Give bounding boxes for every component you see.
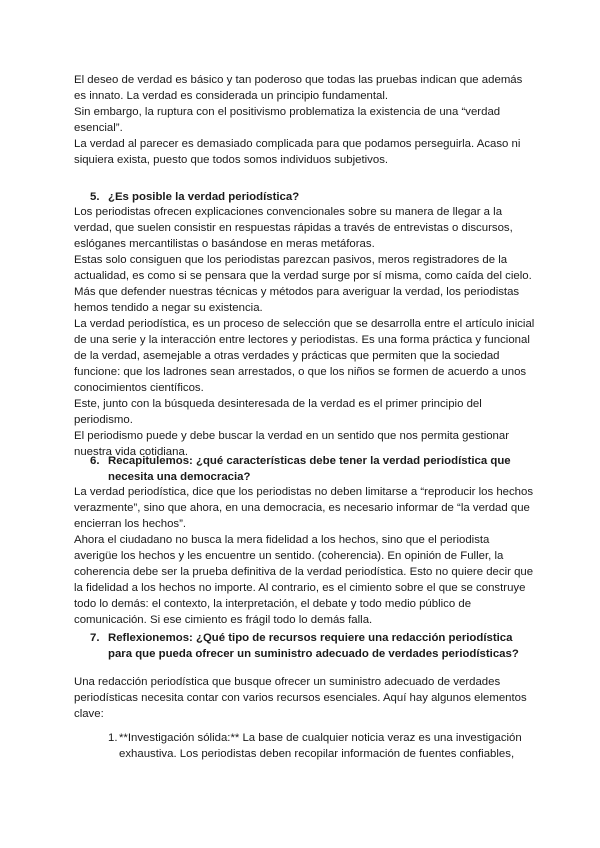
section-6-heading	[74, 453, 536, 485]
body-paragraph: Ahora el ciudadano no busca la mera fidelidad a los hechos, sino que el periodista averigüe los hechos y les encuentre un sentido. (coherencia). En opinión de Fuller, la coherencia debe ser la prueba definitiva de la verdad periodística. Esto no quiere decir que la fidelidad a los hechos no importe. Al contrario, es el cimiento sobre el que se construye todo lo demás: el contexto, la interpretación, el debate y todo medio público de comunicación. Si ese cimiento es frágil todo lo demás falla.	[74, 534, 534, 626]
section-7-body	[74, 674, 536, 722]
section-7-heading	[74, 630, 536, 662]
intro-paragraph: La verdad al parecer es demasiado complicada para que podamos perseguirla. Acaso ni siquiera exista, puesto que todos somos individuos subjetivos.	[74, 138, 521, 166]
body-paragraph: Una redacción periodística que busque ofrecer un suministro adecuado de verdades periodísticas necesita contar con varios recursos esenciales. Aquí hay algunos elementos clave:	[74, 676, 527, 720]
body-paragraph: Los periodistas ofrecen explicaciones convencionales sobre su manera de llegar a la verdad, que suelen consistir en respuestas rápidas a través de entrevistas o discursos, eslóganes mercantilistas o basándose en meras metáforas.	[74, 206, 513, 250]
body-paragraph: La verdad periodística, es un proceso de selección que se desarrolla entre el artículo inicial de una serie y la interacción entre lectores y periodistas. Es una forma práctica y funcional de la verdad, asemejable a otras verdades y prácticas que permiten que la sociedad funcione: que los ladrones sean arrestados, o que los niños se formen de acuerdo a unos conocimientos científicos.	[74, 318, 535, 394]
section-6-body	[74, 484, 536, 628]
section-5-heading	[74, 189, 536, 205]
body-paragraph: La verdad periodística, dice que los periodistas no deben limitarse a “reproducir los hechos verazmente”, sino que ahora, en una democracia, es necesario informar de “la verdad que encierran los hechos”.	[74, 486, 534, 530]
intro-paragraph: El deseo de verdad es básico y tan poderoso que todas las pruebas indican que además es innato. La verdad es considerada un principio fundamental.	[74, 74, 523, 102]
intro-block	[74, 72, 536, 168]
list-text: **Investigación sólida:** La base de cualquier noticia veraz es una investigación exhaustiva. Los periodistas deben recopilar información de fuentes confiables,	[119, 732, 522, 760]
body-paragraph: El periodismo puede y debe buscar la verdad en un sentido que nos permita gestionar nuestra vida cotidiana.	[74, 430, 510, 458]
section-title: ¿Es posible la verdad periodística?	[108, 191, 300, 203]
section-5-body	[74, 204, 536, 460]
list-item	[108, 730, 528, 762]
section-title: Recapitulemos: ¿qué características debe tener la verdad periodística que necesita una democracia?	[108, 455, 511, 483]
body-paragraph: Estas solo consiguen que los periodistas parezcan pasivos, meros registradores de la actualidad, es como si se pensara que la verdad surge por sí misma, como caída del cielo. Más que defender nuestras técnicas y métodos para averiguar la verdad, los periodistas hemos tendido a negar su existencia.	[74, 254, 532, 314]
intro-paragraph: Sin embargo, la ruptura con el positivismo problematiza la existencia de una “verdad esencial”.	[74, 106, 501, 134]
section-number: 5.	[90, 191, 100, 203]
section-number: 7.	[90, 632, 100, 644]
body-paragraph: Este, junto con la búsqueda desinteresada de la verdad es el primer principio del periodismo.	[74, 398, 482, 426]
list-number: 1.	[108, 732, 118, 744]
section-number: 6.	[90, 455, 100, 467]
section-title: Reflexionemos: ¿Qué tipo de recursos requiere una redacción periodística para que pueda ofrecer un suministro adecuado de verdades periodísticas?	[108, 632, 519, 660]
